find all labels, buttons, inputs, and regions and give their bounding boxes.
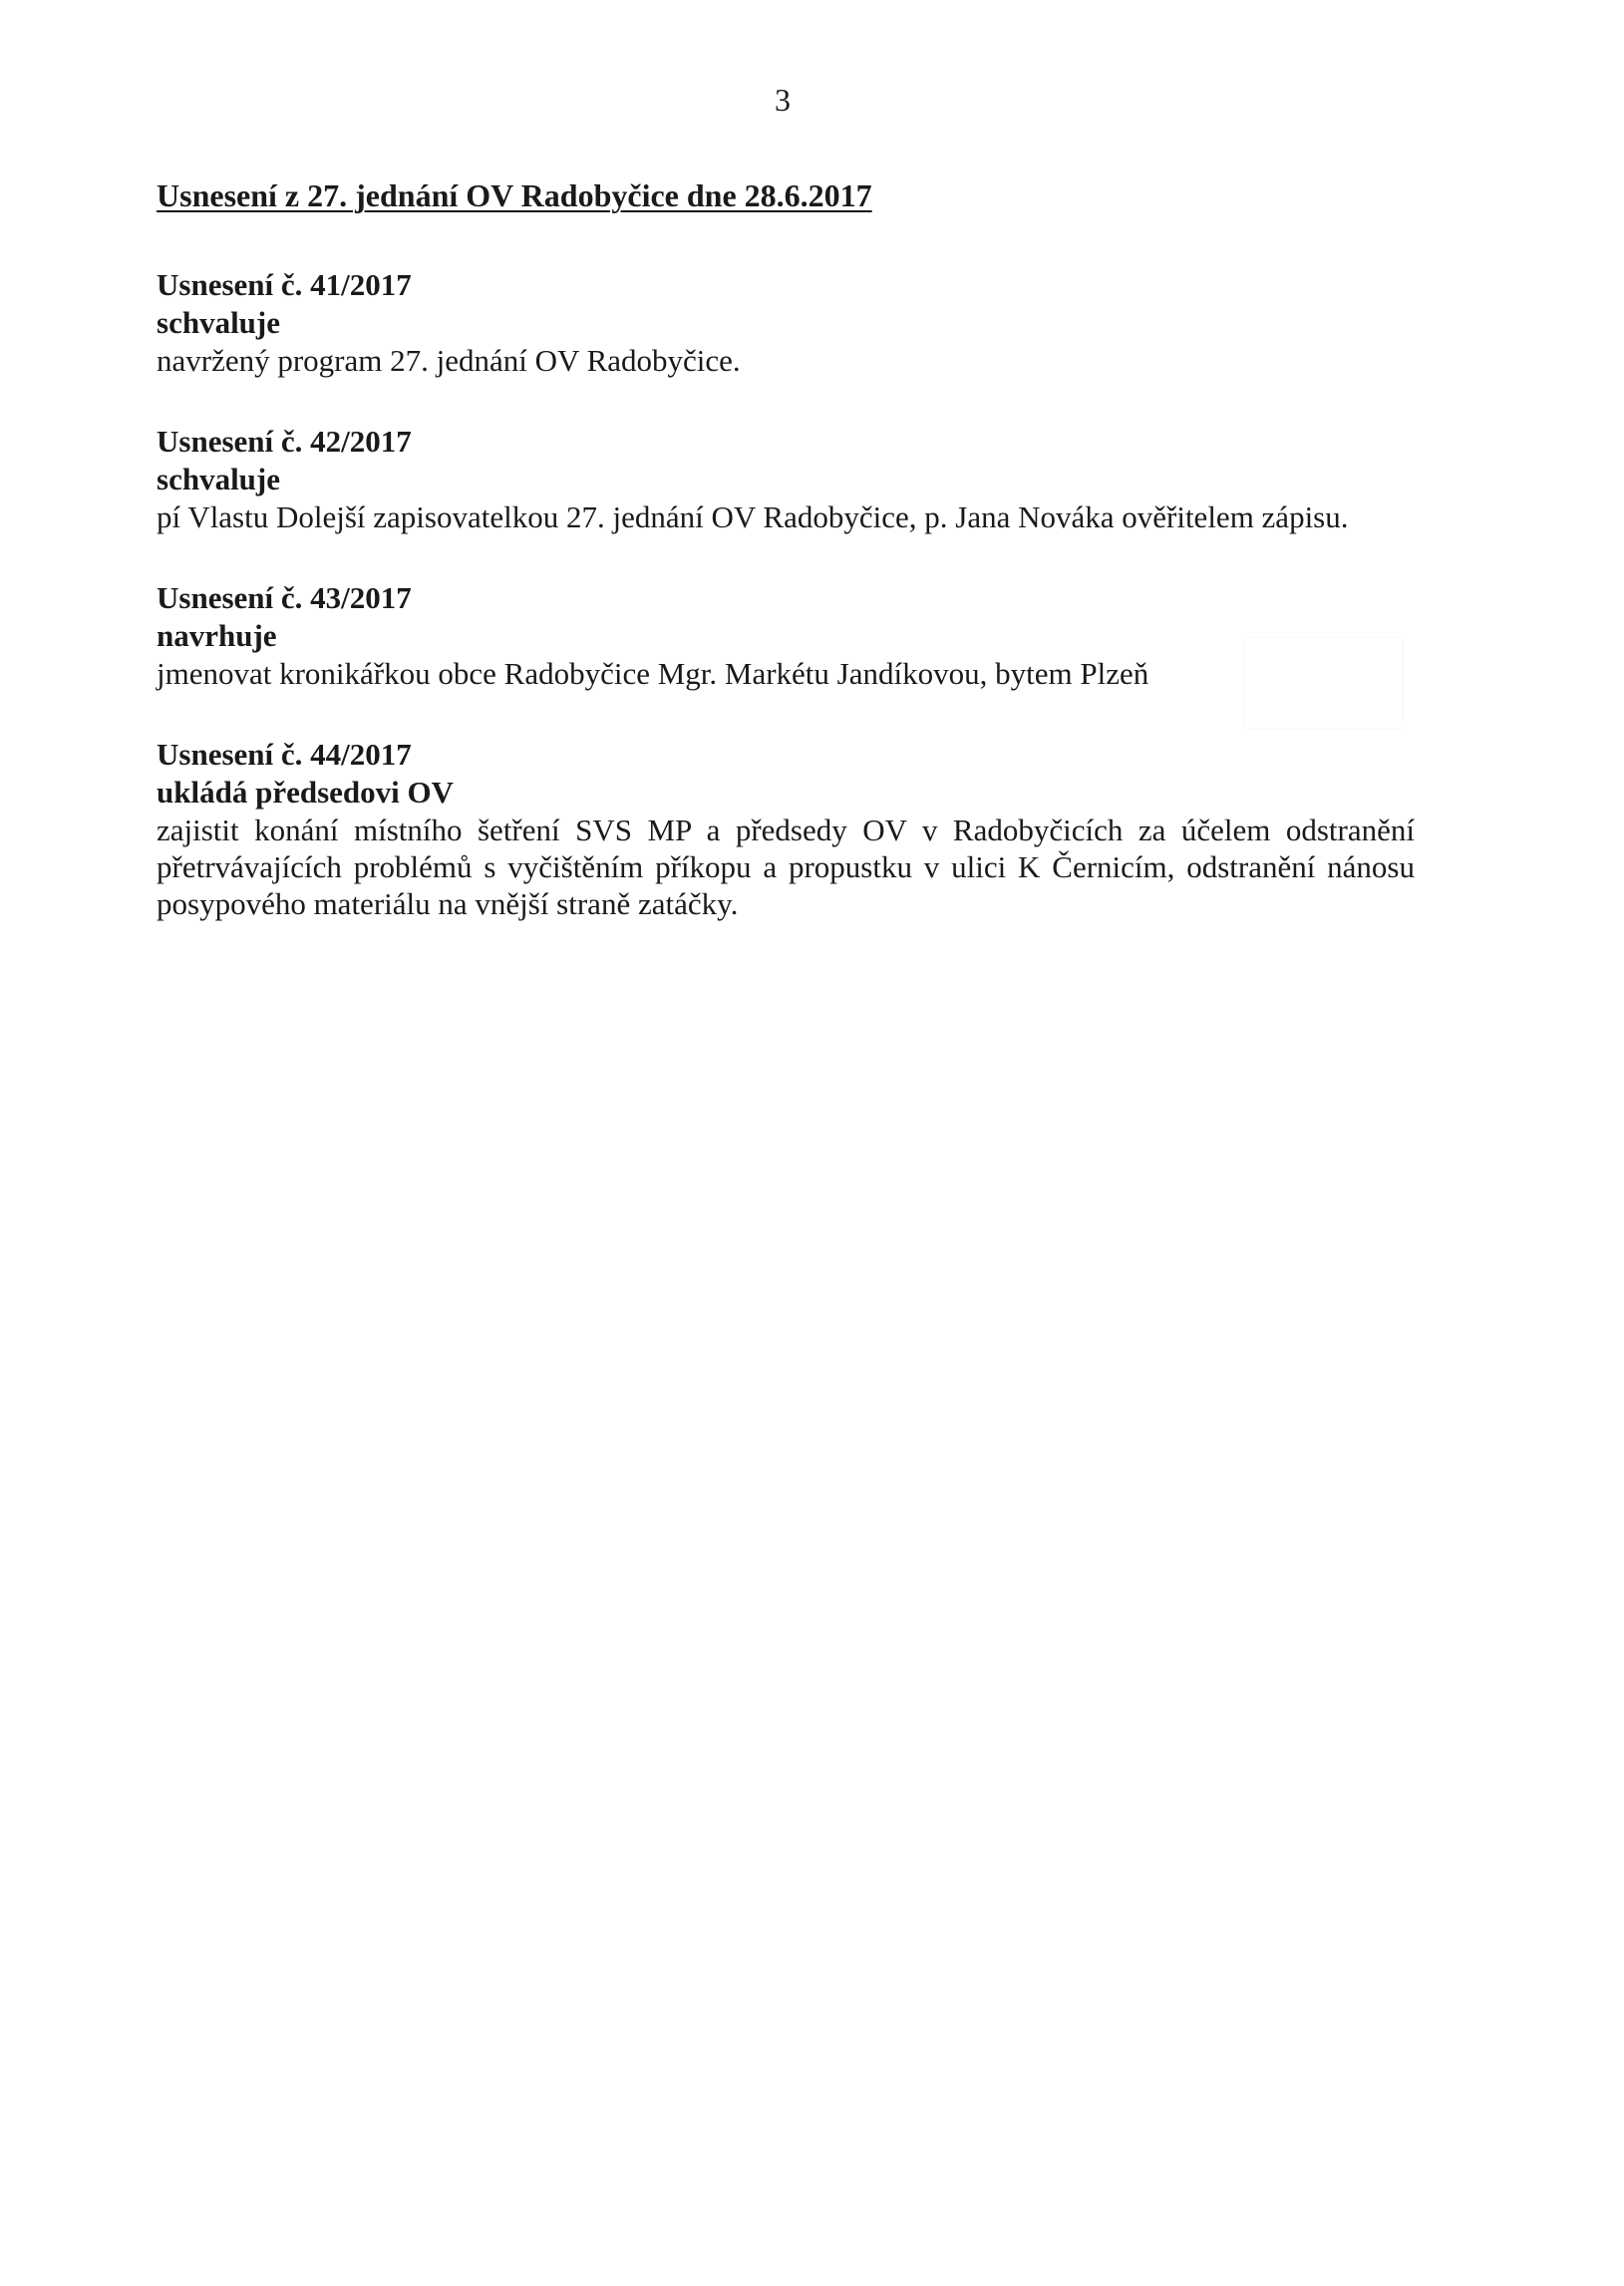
resolution-text: zajistit konání místního šetření SVS MP a předsedy OV v Radobyčicích za účelem odstranění přetrvávajících problémů s vyčištěním příkopu a propustku v ulici K Černicím, odstranění nánosu posypového materiálu na vnější straně zatáčky. [157, 813, 1415, 921]
resolution-number: Usnesení č. 43/2017 [157, 580, 412, 615]
resolution-number: Usnesení č. 42/2017 [157, 424, 412, 459]
resolution-42 [157, 423, 1415, 535]
resolution-text: pí Vlastu Dolejší zapisovatelkou 27. jednání OV Radobyčice, p. Jana Nováka ověřitelem zápisu. [157, 499, 1349, 534]
resolution-verb: ukládá předsedovi OV [157, 775, 455, 810]
resolution-number: Usnesení č. 41/2017 [157, 267, 412, 302]
resolution-41 [157, 266, 1415, 379]
resolution-text: navržený program 27. jednání OV Radobyčice. [157, 343, 741, 378]
resolution-44 [157, 736, 1415, 922]
redaction-patch [1244, 638, 1402, 728]
document-body [157, 177, 1415, 966]
resolution-verb: schvaluje [157, 462, 280, 496]
resolution-text: jmenovat kronikářkou obce Radobyčice Mgr. Markétu Jandíkovou, bytem Plzeň [157, 656, 1149, 691]
resolution-verb: schvaluje [157, 305, 280, 340]
resolution-43 [157, 579, 1415, 692]
document-title: Usnesení z 27. jednání OV Radobyčice dne 28.6.2017 [157, 177, 872, 213]
resolution-number: Usnesení č. 44/2017 [157, 737, 412, 772]
page-number: 3 [775, 82, 791, 118]
resolution-verb: navrhuje [157, 618, 277, 653]
